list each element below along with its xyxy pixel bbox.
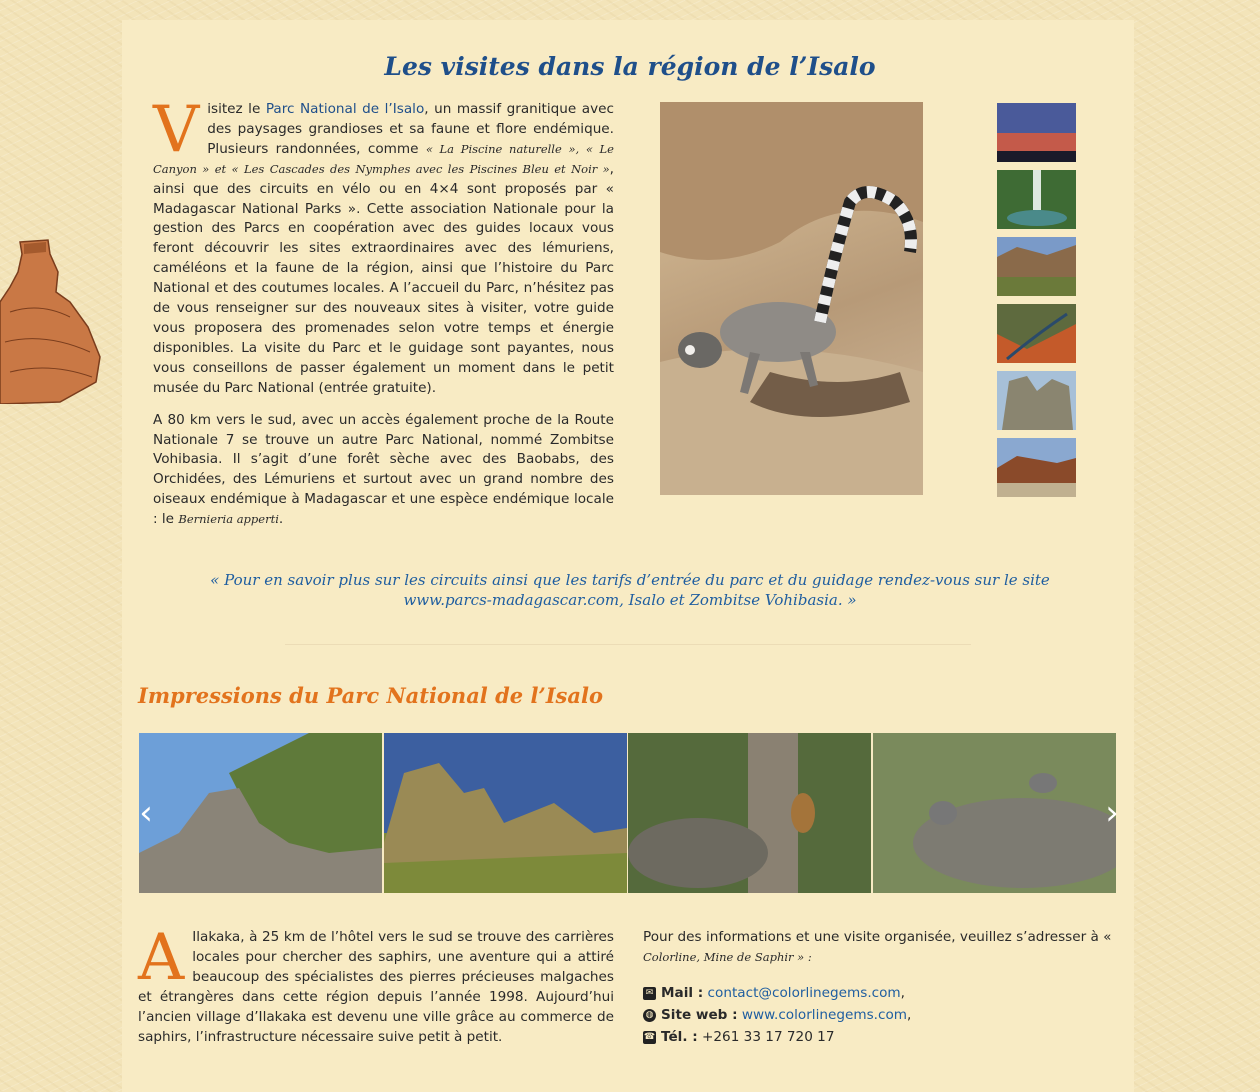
contact-intro-text: Pour des informations et une visite organisée, veuillez s’adresser à « bbox=[643, 929, 1112, 945]
tel-line bbox=[643, 1028, 1118, 1048]
globe-icon: ◍ bbox=[643, 1009, 656, 1022]
species-name: Bernieria apperti bbox=[178, 512, 279, 527]
intro-text-b: , ainsi que des circuits en vélo ou en 4×4 sont proposés par « Madagascar National Parks ». Cette association Nationale pour la gestion des Parcs en coopération avec des guides locaux vous feront découvrir les sites extraordinaires avec des lémuriens, caméléons et la faune de la région, ainsi que l’histoire du Parc National et des coutumes locales. A l’accueil du Parc, n’hésitez pas de vous renseigner sur des nouveaux sites à visiter, votre guide vous proposera des promenades selon votre temps et énergie disponibles. La visite du Parc et le guidage sont payantes, nous vous conseillons de passer également un moment dans le petit musée du Parc National (entrée gratuite). bbox=[153, 160, 614, 396]
mail-comma: , bbox=[900, 984, 905, 1001]
contact-block bbox=[643, 928, 1118, 1048]
intro-paragraph-2 bbox=[153, 411, 614, 530]
intro-lead: isitez le bbox=[207, 101, 266, 117]
page-title: Les visites dans la région de l’Isalo bbox=[384, 52, 876, 81]
parks-info-quote: « Pour en savoir plus sur les circuits ainsi que les tarifs d’entrée du parc et du guidage rendez-vous sur le site www.parcs-madagascar.com, Isalo et Zombitse Vohibasia. » bbox=[210, 571, 1050, 609]
web-link[interactable]: www.colorlinegems.com bbox=[741, 1006, 908, 1023]
gallery-image-rocks[interactable] bbox=[139, 733, 382, 893]
impressions-title: Impressions du Parc National de l’Isalo bbox=[138, 683, 603, 708]
thumb-sunset[interactable] bbox=[997, 103, 1076, 162]
main-photo-lemur[interactable] bbox=[660, 102, 923, 495]
contact-intro bbox=[643, 928, 1118, 968]
intro-paragraph-1 bbox=[153, 93, 614, 399]
web-label: Site web : bbox=[661, 1006, 738, 1023]
company-name: Colorline, Mine de Saphir » : bbox=[643, 949, 812, 964]
web-line bbox=[643, 1006, 1118, 1026]
zombitse-end: . bbox=[278, 511, 284, 528]
gallery-next-button[interactable]: › bbox=[1105, 793, 1119, 833]
intro-text-a: , un massif granitique avec des paysages grandioses et sa faune et flore endémique. Plusieurs randonnées, comme bbox=[207, 101, 614, 157]
thumb-canyon[interactable] bbox=[997, 237, 1076, 296]
decorative-statue-illustration bbox=[0, 232, 104, 404]
thumb-cliff[interactable] bbox=[997, 438, 1076, 497]
lemur-image bbox=[660, 102, 923, 495]
dropcap-v: V bbox=[153, 93, 200, 167]
thumb-ravine[interactable] bbox=[997, 304, 1076, 363]
intro-text bbox=[153, 93, 614, 542]
impressions-gallery bbox=[139, 733, 1119, 893]
divider bbox=[285, 644, 971, 645]
thumb-rock-formation[interactable] bbox=[997, 371, 1076, 430]
thumb-waterfall[interactable] bbox=[997, 170, 1076, 229]
tel-number: +261 33 17 720 17 bbox=[702, 1028, 835, 1045]
gallery-image-cliffs[interactable] bbox=[384, 733, 627, 893]
ilakaka-text bbox=[138, 921, 614, 1047]
hike-names: « La Piscine naturelle », « Le Canyon » et « Les Cascades des Nymphes avec les Piscines Bleu et Noir » bbox=[153, 141, 614, 176]
mail-link[interactable]: contact@colorlinegems.com bbox=[707, 984, 901, 1001]
park-isalo-link[interactable]: Parc National de l’Isalo bbox=[265, 101, 425, 117]
web-comma: , bbox=[907, 1006, 912, 1023]
zombitse-text: A 80 km vers le sud, avec un accès également proche de la Route Nationale 7 se trouve un autre Parc National, nommé Zombitse Vohibasia. Il s’agit d’une forêt sèche avec des Baobabs, des Orchidées, des Lémuriens et surtout avec un grand nombre des oiseaux endémique à Madagascar et une espèce endémique locale : le bbox=[153, 411, 614, 528]
dropcap-a: A bbox=[138, 921, 185, 995]
gallery-image-lemurs-tree[interactable] bbox=[628, 733, 871, 893]
tel-label: Tél. : bbox=[661, 1028, 698, 1045]
ilakaka-paragraph: Ilakaka, à 25 km de l’hôtel vers le sud se trouve des carrières locales pour chercher des saphirs, une aventure qui a attiré beaucoup des spécialistes des pierres précieuses malgaches et étrangères dans cette région depuis l’année 1998. Aujourd’hui l’ancien village d’Ilakaka est devenu une ville grâce au commerce de saphirs, l’infrastructure nécessaire suive petit à petit. bbox=[138, 929, 614, 1045]
mail-line bbox=[643, 984, 1118, 1004]
phone-icon: ☎ bbox=[643, 1032, 656, 1043]
gallery-prev-button[interactable]: ‹ bbox=[139, 793, 153, 833]
envelope-icon: ✉ bbox=[643, 987, 656, 1000]
mail-label: Mail : bbox=[661, 984, 704, 1001]
gallery-image-lemurs-rock[interactable] bbox=[873, 733, 1116, 893]
